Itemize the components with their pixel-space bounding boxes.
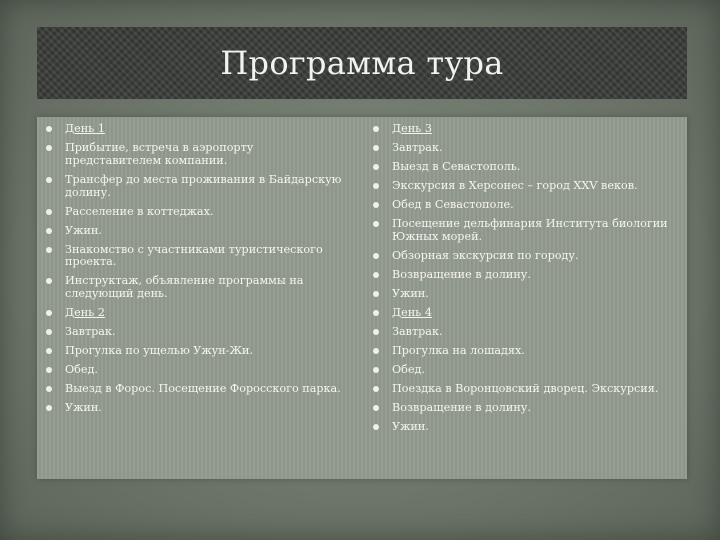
bullet-icon (373, 367, 379, 373)
bullet-icon (46, 247, 52, 253)
schedule-item (42, 326, 347, 339)
schedule-item-text: Выезд в Форос. Посещение Форосского парка. (65, 382, 341, 396)
bullet-icon (46, 405, 52, 411)
bullet-icon (46, 329, 52, 335)
schedule-item (42, 275, 347, 301)
bullet-icon (373, 348, 379, 354)
schedule-item (42, 142, 347, 168)
bullet-icon (46, 228, 52, 234)
bullet-icon (373, 145, 379, 151)
schedule-item-text: Завтрак. (65, 325, 116, 339)
schedule-item-text: Инструктаж, объявление программы на следующий день. (65, 274, 304, 301)
schedule-item (369, 199, 685, 212)
schedule-item-text: Посещение дельфинария Института биологии Южных морей. (392, 216, 668, 243)
bullet-icon (46, 367, 52, 373)
schedule-item-text: Прогулка на лошадях. (392, 343, 525, 357)
bullet-icon (46, 177, 52, 183)
bullet-icon (373, 310, 379, 316)
schedule-item-text: Ужин. (392, 419, 429, 433)
schedule-item-text: Прибытие, встреча в аэропорту представителем компании. (65, 140, 254, 167)
schedule-item-text: Возвращение в долину. (392, 267, 531, 281)
schedule-item-text: Возвращение в долину. (392, 400, 531, 414)
schedule-item-text: Завтрак. (392, 324, 443, 338)
schedule-item (42, 206, 347, 219)
schedule-item-text: Ужин. (65, 223, 102, 237)
schedule-item (369, 269, 685, 282)
schedule-item-text: Ужин. (392, 286, 429, 300)
title-banner (37, 27, 687, 99)
schedule-item-text: Расселение в коттеджах. (65, 204, 214, 218)
schedule-item (42, 383, 347, 396)
bullet-icon (373, 329, 379, 335)
schedule-item (42, 364, 347, 377)
schedule-item-text: Экскурсия в Херсонес – город XXV веков. (392, 178, 638, 192)
bullet-icon (373, 253, 379, 259)
day-heading-text: День 4 (392, 305, 432, 319)
bullet-icon (373, 164, 379, 170)
schedule-item-text: Обед. (65, 363, 98, 377)
bullet-icon (373, 424, 379, 430)
day-heading-item (42, 307, 347, 320)
bullet-icon (373, 272, 379, 278)
schedule-item-text: Поездка в Воронцовский дворец. Экскурсия. (392, 381, 659, 395)
schedule-item (369, 218, 685, 244)
bullet-icon (373, 386, 379, 392)
schedule-item-text: Прогулка по ущелью Ужун-Жи. (65, 344, 254, 358)
day-heading-text: День 3 (392, 122, 432, 135)
schedule-item (369, 161, 685, 174)
slide-title: Программа тура (220, 44, 504, 82)
schedule-item (369, 421, 685, 434)
bullet-icon (373, 126, 379, 132)
bullet-icon (46, 310, 52, 316)
schedule-item (369, 288, 685, 301)
bullet-icon (373, 221, 379, 227)
schedule-item-text: Обед. (392, 362, 425, 376)
day-list-right (369, 123, 685, 440)
schedule-item (42, 174, 347, 200)
schedule-item (369, 345, 685, 358)
schedule-item-text: Обзорная экскурсия по городу. (392, 248, 579, 262)
schedule-item-text: Трансфер до места проживания в Байдарскую долину. (65, 172, 342, 199)
day-list-left (42, 123, 347, 421)
content-panel (37, 117, 687, 479)
schedule-item (369, 250, 685, 263)
schedule-item-text: Обед в Севастополе. (392, 197, 514, 211)
bullet-icon (46, 145, 52, 151)
schedule-item (369, 180, 685, 193)
day-heading-text: День 1 (65, 122, 105, 135)
day-heading-item (369, 123, 685, 136)
day-heading-item (42, 123, 347, 136)
day-heading-item (369, 307, 685, 320)
bullet-icon (373, 405, 379, 411)
schedule-item (369, 402, 685, 415)
bullet-icon (373, 291, 379, 297)
schedule-item (369, 142, 685, 155)
schedule-item (369, 364, 685, 377)
schedule-item (42, 345, 347, 358)
schedule-item-text: Знакомство с участниками туристического проекта. (65, 242, 323, 269)
bullet-icon (46, 348, 52, 354)
day-heading-text: День 2 (65, 306, 105, 320)
schedule-item-text: Выезд в Севастополь. (392, 159, 521, 173)
schedule-item (42, 225, 347, 238)
schedule-item (369, 326, 685, 339)
bullet-icon (46, 386, 52, 392)
schedule-item-text: Ужин. (65, 401, 102, 414)
schedule-item (42, 244, 347, 270)
bullet-icon (46, 209, 52, 215)
schedule-item (369, 383, 685, 396)
bullet-icon (373, 202, 379, 208)
schedule-item-text: Завтрак. (392, 140, 443, 154)
bullet-icon (373, 183, 379, 189)
bullet-icon (46, 278, 52, 284)
schedule-item (42, 402, 347, 415)
bullet-icon (46, 126, 52, 132)
